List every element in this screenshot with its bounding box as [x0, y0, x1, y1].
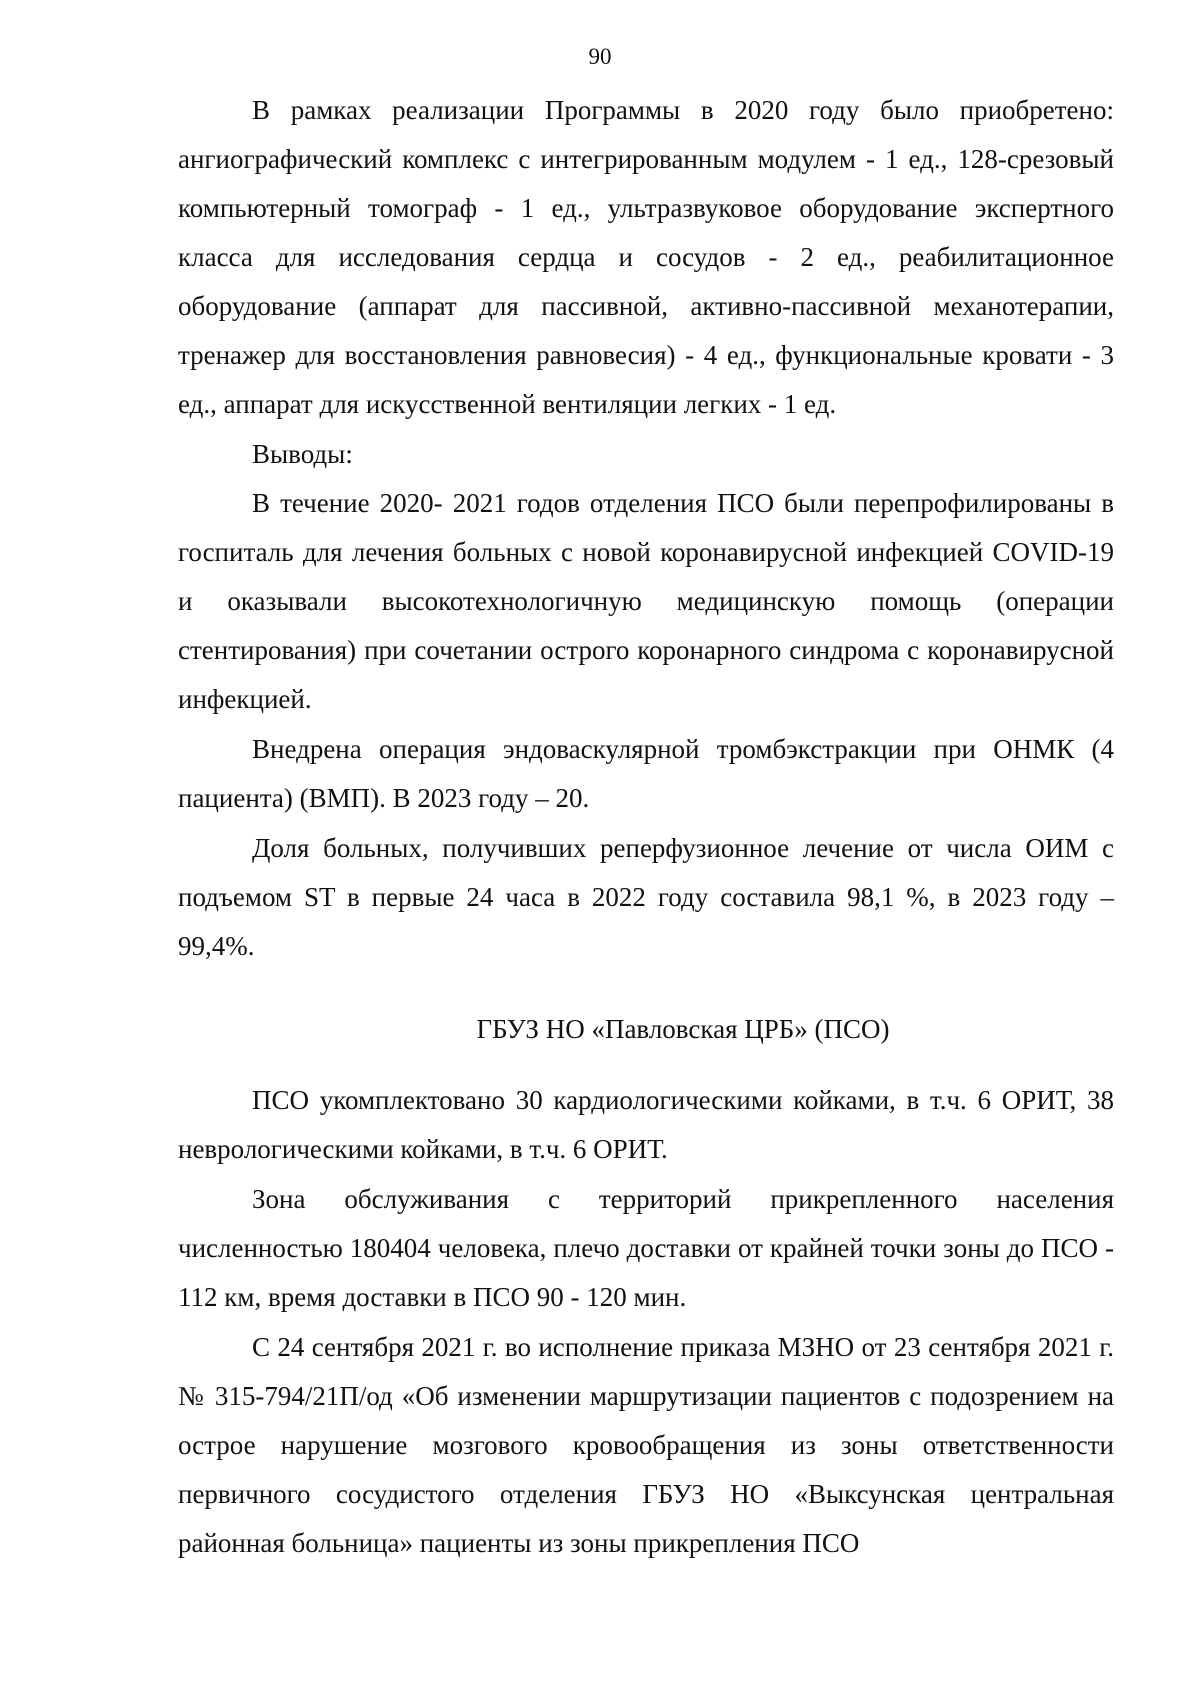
section-heading: ГБУЗ НО «Павловская ЦРБ» (ПСО) [476, 1014, 890, 1044]
paragraph-equipment: В рамках реализации Программы в 2020 году было приобретено: ангиографический комплекс с интегрированным модулем - 1 ед., 128-срезовый компьютерный томограф - 1 ед., ультразвуковое оборудование экспертного класса для исследования сердца и сосудов - 2 ед., реабилитационное оборудование (аппарат для пассивной, активно-пассивной механотерапии, тренажер для восстановления равновесия) - 4 ед., функциональные кровати - 3 ед., аппарат для искусственной вентиляции легких - 1 ед. [178, 95, 1114, 419]
page-number: 90 [588, 44, 612, 69]
paragraph-beds: ПСО укомплектовано 30 кардиологическими койками, в т.ч. 6 ОРИТ, 38 неврологическими койками, в т.ч. 6 ОРИТ. [178, 1085, 1114, 1164]
paragraph-routing-order: С 24 сентября 2021 г. во исполнение приказа МЗНО от 23 сентября 2021 г. № 315-794/21П/од «Об изменении маршрутизации пациентов с подозрением на острое нарушение мозгового кровообращения из зоны ответственности первичного сосудистого отделения ГБУЗ НО «Выксунская центральная районная больница» пациенты из зоны прикрепления ПСО [178, 1332, 1114, 1558]
paragraph-service-zone: Зона обслуживания с территорий прикрепленного населения численностью 180404 человека, плечо доставки от крайней точки зоны до ПСО - 112 км, время доставки в ПСО 90 - 120 мин. [178, 1184, 1114, 1312]
paragraph-thrombectomy: Внедрена операция эндоваскулярной тромбэкстракции при ОНМК (4 пациента) (ВМП). В 2023 году – 20. [178, 734, 1114, 813]
paragraph-reperfusion: Доля больных, получивших реперфузионное лечение от числа ОИМ с подъемом ST в первые 24 часа в 2022 году составила 98,1 %, в 2023 году – 99,4%. [178, 833, 1114, 961]
paragraph-covid-hospital: В течение 2020- 2021 годов отделения ПСО были перепрофилированы в госпиталь для лечения больных с новой коронавирусной инфекцией COVID-19 и оказывали высокотехнологичную медицинскую помощь (операции стентирования) при сочетании острого коронарного синдрома с коронавирусной инфекцией. [178, 488, 1114, 714]
paragraph-conclusions-label: Выводы: [252, 439, 353, 469]
document-body [178, 86, 1114, 1569]
